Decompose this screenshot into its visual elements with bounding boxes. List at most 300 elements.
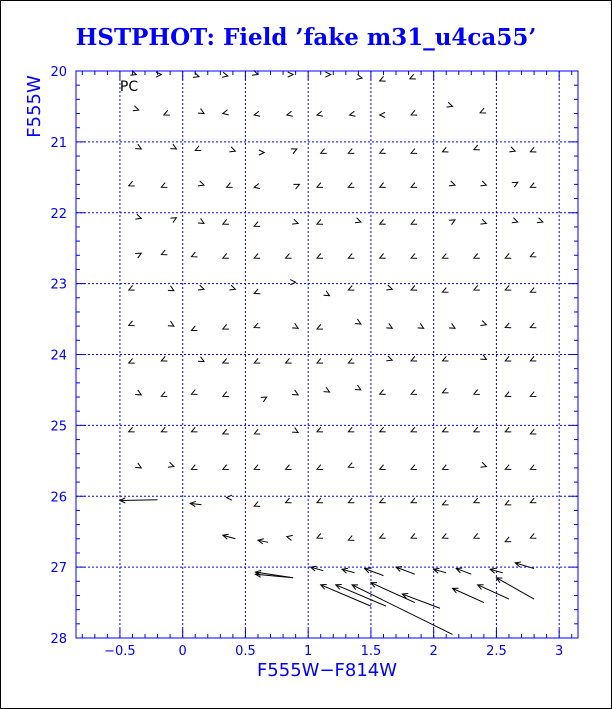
vector-arrow — [355, 385, 361, 390]
vector-arrow-head — [317, 533, 323, 538]
x-tick-label: 0 — [178, 644, 187, 659]
vector-arrow — [474, 427, 480, 432]
x-tick-label: 3 — [555, 644, 564, 659]
x-tick-label: 2 — [429, 644, 438, 659]
vector-arrow-head — [317, 465, 323, 470]
vector-arrow-head — [223, 219, 229, 224]
vector-arrow — [292, 219, 298, 224]
vector-arrow-head — [480, 181, 486, 186]
vector-arrow-head — [480, 321, 486, 326]
vector-arrow — [156, 72, 161, 77]
vector-arrow — [411, 533, 417, 538]
vector-arrow-head — [161, 356, 167, 361]
vector-arrow — [411, 149, 417, 154]
vector-arrow-head — [317, 498, 323, 503]
vector-arrow — [135, 214, 141, 219]
vector-arrow-head — [442, 427, 448, 432]
vector-arrow — [380, 427, 386, 432]
vector-arrow — [222, 72, 228, 77]
vector-arrow — [254, 358, 260, 363]
vector-arrow — [537, 218, 543, 223]
vector-arrow — [223, 429, 229, 434]
vector-arrow-head — [355, 319, 361, 324]
vector-arrow — [170, 218, 176, 223]
vector-arrow — [317, 533, 323, 538]
vector-arrow-head — [474, 533, 480, 538]
vector-arrow-head — [291, 149, 297, 154]
vector-arrow — [348, 498, 354, 503]
vector-arrow-head — [505, 285, 511, 290]
vector-arrow-head — [474, 254, 480, 259]
tick-label-layer — [50, 65, 563, 659]
vector-arrow — [161, 356, 167, 361]
vector-arrow — [342, 568, 355, 573]
vector-arrow — [348, 427, 354, 432]
vector-arrow — [449, 323, 455, 328]
vector-arrow — [505, 285, 511, 290]
vector-arrow-head — [530, 392, 536, 397]
y-tick-label: 20 — [50, 65, 67, 80]
vector-arrow — [442, 500, 448, 505]
vector-arrow-head — [348, 149, 354, 154]
vector-arrow-head — [129, 285, 135, 290]
vector-arrow — [512, 218, 518, 223]
y-tick-label: 24 — [50, 348, 67, 364]
vector-arrow — [288, 72, 293, 77]
vector-arrow-head — [191, 390, 197, 395]
vector-arrow — [191, 326, 197, 331]
vector-arrow-head — [380, 427, 386, 432]
vector-arrow — [396, 567, 415, 575]
vector-arrow — [161, 427, 167, 432]
vector-arrow — [286, 498, 292, 503]
vector-arrow — [129, 358, 135, 363]
vector-arrow-head — [254, 358, 260, 363]
vector-arrow-head — [254, 254, 260, 259]
vector-arrow — [530, 392, 536, 397]
vector-arrow — [530, 498, 536, 503]
vector-arrow-head — [509, 147, 515, 152]
vector-arrow — [325, 72, 330, 77]
vector-arrow — [371, 583, 415, 603]
arrow-layer — [120, 70, 543, 634]
vector-arrow — [478, 585, 509, 599]
vector-arrow-head — [380, 183, 386, 188]
vector-arrow-head — [411, 219, 417, 224]
vector-arrow — [411, 110, 417, 115]
y-tick-label: 23 — [50, 277, 67, 293]
vector-arrow — [168, 286, 174, 291]
vector-arrow — [348, 149, 354, 154]
vector-arrow-head — [286, 254, 292, 259]
vector-arrow-head — [286, 498, 292, 503]
vector-arrow — [261, 397, 267, 402]
vector-arrow-head — [411, 465, 417, 470]
vector-arrow-shaft — [402, 594, 440, 608]
vector-arrow — [411, 465, 417, 470]
vector-arrow — [418, 323, 424, 328]
vector-arrow-head — [418, 323, 424, 328]
vector-arrow-head — [191, 427, 197, 432]
x-tick-label: 2.5 — [486, 644, 507, 659]
vector-arrow-head — [380, 533, 386, 538]
vector-arrow — [133, 106, 139, 111]
vector-arrow — [355, 319, 361, 324]
vector-arrow-head — [161, 183, 167, 188]
vector-arrow — [291, 149, 297, 154]
vector-arrow — [286, 358, 292, 363]
vector-arrow — [380, 465, 386, 470]
vector-arrow — [193, 72, 199, 77]
vector-arrow-head — [530, 183, 536, 188]
vector-arrow-head — [474, 145, 480, 150]
vector-arrow — [191, 252, 197, 257]
vector-arrow — [530, 147, 536, 152]
vector-arrow — [168, 321, 174, 326]
vector-arrow-head — [164, 110, 170, 115]
vector-arrow — [286, 254, 292, 259]
vector-arrow — [380, 76, 386, 81]
vector-arrow-head — [530, 498, 536, 503]
vector-arrow-head — [156, 72, 161, 77]
vector-arrow — [336, 585, 386, 607]
vector-arrow-head — [223, 392, 229, 397]
vector-arrow-head — [530, 533, 536, 538]
vector-arrow — [505, 254, 511, 259]
vector-arrow — [321, 149, 327, 154]
vector-arrow-head — [505, 537, 511, 542]
vector-arrow-head — [223, 465, 229, 470]
vector-arrow-head — [222, 72, 228, 77]
vector-arrow — [317, 324, 323, 329]
vector-arrow — [195, 146, 201, 151]
vector-arrow — [317, 111, 323, 116]
vector-arrow-head — [133, 106, 139, 111]
vector-arrow — [348, 183, 354, 188]
vector-arrow — [120, 498, 158, 503]
vector-arrow — [348, 463, 354, 468]
vector-arrow — [168, 462, 174, 467]
vector-arrow — [410, 74, 416, 79]
y-axis-label: F555W — [24, 75, 45, 138]
vector-arrow-head — [292, 390, 298, 395]
vector-arrow — [352, 585, 452, 635]
vector-arrow-head — [254, 222, 260, 227]
vector-arrow — [317, 254, 323, 259]
vector-arrow — [254, 183, 260, 188]
vector-arrow-head — [161, 392, 167, 397]
vector-arrow — [442, 427, 448, 432]
vector-arrow — [170, 144, 176, 149]
vector-arrow-head — [198, 285, 204, 290]
vector-arrow-head — [411, 427, 417, 432]
vector-arrow-head — [254, 183, 260, 188]
vector-arrow — [449, 220, 455, 225]
vector-arrow-head — [317, 358, 323, 363]
vector-arrow-head — [129, 321, 135, 326]
vector-arrow — [190, 501, 201, 506]
vector-arrow — [442, 356, 448, 361]
vector-arrow — [480, 355, 486, 360]
vector-arrow-head — [348, 427, 354, 432]
vector-arrow — [474, 145, 480, 150]
vector-arrow-head — [135, 390, 141, 395]
vector-arrow-head — [198, 218, 204, 223]
y-tick-label: 25 — [50, 419, 67, 435]
vector-arrow-head — [530, 465, 536, 470]
vector-arrow — [254, 289, 260, 294]
vector-arrow — [223, 392, 229, 397]
vector-arrow-head — [261, 397, 267, 402]
vector-arrow — [350, 111, 356, 116]
vector-arrow-head — [355, 218, 361, 223]
vector-arrow-head — [317, 111, 323, 116]
vector-arrow-head — [350, 111, 356, 116]
vector-arrow-shaft — [352, 585, 452, 635]
vector-arrow-head — [223, 429, 229, 434]
vector-arrow-head — [198, 109, 204, 114]
vector-arrow-head — [442, 147, 448, 152]
vector-arrow-head — [317, 427, 323, 432]
vector-arrow — [402, 594, 440, 609]
vector-arrow-head — [254, 289, 260, 294]
vector-arrow-head — [348, 254, 354, 259]
vector-arrow-head — [411, 149, 417, 154]
vector-arrow-head — [292, 219, 298, 224]
vector-arrow-head — [287, 111, 293, 116]
vector-arrow — [411, 254, 417, 259]
vector-arrow — [530, 323, 536, 328]
vector-arrow-head — [292, 323, 298, 328]
vector-arrow-head — [386, 285, 392, 290]
vector-arrow-head — [348, 463, 354, 468]
vector-arrow-head — [411, 356, 417, 361]
vector-arrow-head — [129, 427, 135, 432]
vector-arrow-head — [198, 181, 204, 186]
vector-arrow-head — [229, 285, 235, 290]
vector-arrow — [317, 358, 323, 363]
vector-arrow — [198, 181, 204, 186]
vector-arrow — [380, 149, 386, 154]
vector-arrow — [530, 465, 536, 470]
vector-arrow — [135, 144, 141, 149]
vector-arrow-head — [380, 149, 386, 154]
vector-arrow-head — [348, 358, 354, 363]
vector-arrow-head — [380, 76, 386, 81]
vector-arrow-head — [293, 184, 299, 189]
vector-arrow — [355, 218, 361, 223]
vector-arrow-head — [195, 146, 201, 151]
vector-arrow — [411, 356, 417, 361]
vector-arrow-head — [193, 72, 199, 77]
vector-arrow-head — [348, 536, 354, 541]
vector-arrow-head — [474, 427, 480, 432]
vector-arrow — [161, 250, 167, 255]
vector-arrow — [365, 568, 384, 576]
vector-arrow — [434, 568, 447, 573]
vector-arrow-head — [223, 358, 229, 363]
vector-arrow-head — [474, 285, 480, 290]
vector-arrow-head — [324, 291, 330, 296]
vector-arrow — [505, 392, 511, 397]
vector-arrow-head — [286, 358, 292, 363]
vector-arrow-head — [321, 149, 327, 154]
vector-arrow-shaft — [371, 583, 415, 603]
vector-arrow-head — [530, 252, 536, 257]
vector-arrow-head — [135, 214, 141, 219]
vector-arrow-head — [259, 150, 264, 155]
vector-arrow — [229, 285, 235, 290]
vector-arrow — [223, 534, 236, 539]
y-tick-label: 28 — [50, 632, 67, 647]
vector-arrow-head — [254, 502, 260, 507]
vector-arrow — [135, 463, 141, 468]
vector-arrow — [480, 321, 486, 326]
vector-arrow-head — [380, 112, 385, 117]
vector-arrow — [135, 390, 141, 395]
vector-arrow — [480, 181, 486, 186]
vector-arrow-head — [317, 183, 323, 188]
vector-arrow — [129, 427, 135, 432]
vector-arrow-head — [325, 72, 330, 77]
vector-arrow-head — [411, 254, 417, 259]
vector-arrow-head — [442, 356, 448, 361]
vector-arrow — [135, 253, 141, 258]
vector-arrow-head — [223, 110, 229, 115]
vector-arrow-head — [530, 147, 536, 152]
vector-arrow-head — [168, 321, 174, 326]
vector-arrow-head — [442, 288, 448, 293]
vector-arrow-head — [442, 465, 448, 470]
vector-arrow-shaft — [321, 585, 371, 606]
vector-arrow-head — [537, 218, 543, 223]
x-tick-label: 1.5 — [360, 644, 382, 659]
vector-arrow-head — [129, 181, 135, 186]
vector-arrow — [229, 147, 235, 152]
vector-arrow — [505, 323, 511, 328]
vector-arrow-head — [317, 254, 323, 259]
plot-area-border — [76, 71, 578, 638]
vector-arrow — [292, 390, 298, 395]
vector-arrow-head — [129, 358, 135, 363]
vector-arrow-head — [530, 323, 536, 328]
vector-arrow — [348, 536, 354, 541]
vector-arrow — [227, 495, 232, 500]
vector-arrow-head — [505, 356, 511, 361]
vector-arrow — [411, 427, 417, 432]
vector-arrow — [530, 429, 536, 434]
vector-arrow — [324, 387, 330, 392]
vector-arrow — [474, 390, 480, 395]
vector-arrow — [223, 110, 229, 115]
x-tick-label: −0.5 — [104, 644, 136, 659]
vector-arrow-shaft — [478, 585, 509, 599]
vector-arrow-head — [317, 219, 323, 224]
vector-arrow-head — [442, 500, 448, 505]
vector-arrow-head — [480, 219, 486, 224]
vector-arrow-head — [505, 465, 511, 470]
vector-arrow — [411, 219, 417, 224]
vector-arrow — [223, 219, 229, 224]
vector-arrow-head — [449, 323, 455, 328]
vector-arrow-head — [317, 324, 323, 329]
vector-arrow — [442, 533, 448, 538]
x-tick-label: 0.5 — [235, 644, 256, 659]
vector-arrow — [411, 285, 417, 290]
vector-arrow-head — [170, 144, 176, 149]
vector-arrow-head — [530, 429, 536, 434]
vector-arrow-head — [449, 220, 455, 225]
vector-arrow — [129, 285, 135, 290]
vector-arrow — [442, 288, 448, 293]
vector-arrow-head — [223, 324, 229, 329]
vector-arrow — [129, 181, 135, 186]
vector-arrow — [386, 285, 392, 290]
vector-arrow-head — [505, 500, 511, 505]
vector-arrow — [474, 533, 480, 538]
vector-arrow — [254, 502, 260, 507]
vector-arrow — [287, 111, 293, 116]
vector-arrow-head — [254, 429, 260, 434]
vector-arrow-head — [191, 465, 197, 470]
vector-arrow — [411, 498, 417, 503]
vector-arrow-head — [512, 182, 518, 187]
y-tick-label: 22 — [50, 206, 67, 222]
vector-arrow — [348, 285, 354, 290]
vector-arrow — [324, 291, 330, 296]
vector-arrow — [356, 74, 362, 79]
vector-arrow — [191, 465, 197, 470]
vector-arrow — [380, 112, 385, 117]
vector-arrow-head — [411, 285, 417, 290]
vector-arrow-head — [356, 74, 362, 79]
vector-arrow — [380, 390, 386, 395]
vector-arrow — [348, 358, 354, 363]
vector-arrow — [161, 183, 167, 188]
vector-arrow — [348, 254, 354, 259]
vector-arrow — [254, 323, 260, 328]
vector-arrow — [386, 323, 392, 328]
vector-arrow-head — [348, 285, 354, 290]
vector-arrow-head — [505, 427, 511, 432]
vector-arrow — [317, 498, 323, 503]
vector-arrow-head — [530, 288, 536, 293]
vector-arrow — [530, 533, 536, 538]
vector-arrow-shaft — [336, 585, 386, 606]
vector-arrow-head — [474, 390, 480, 395]
vector-arrow-head — [442, 388, 448, 393]
vector-arrow — [449, 181, 455, 186]
vector-arrow — [198, 218, 204, 223]
vector-arrow — [317, 465, 323, 470]
vector-arrow — [474, 498, 480, 503]
vector-arrow-head — [135, 144, 141, 149]
vector-arrow — [223, 324, 229, 329]
vector-arrow-head — [505, 392, 511, 397]
vector-arrow-head — [223, 254, 229, 259]
vector-arrow — [255, 570, 293, 577]
vector-arrow-head — [530, 356, 536, 361]
vector-arrow-head — [480, 462, 486, 467]
vector-arrow — [227, 183, 233, 188]
vector-arrow — [198, 357, 204, 362]
vector-arrow — [198, 285, 204, 290]
tick-layer — [76, 71, 578, 638]
vector-arrow-head — [380, 465, 386, 470]
vector-arrow-head — [410, 74, 416, 79]
vector-arrow — [411, 390, 417, 395]
vector-arrow — [474, 285, 480, 290]
